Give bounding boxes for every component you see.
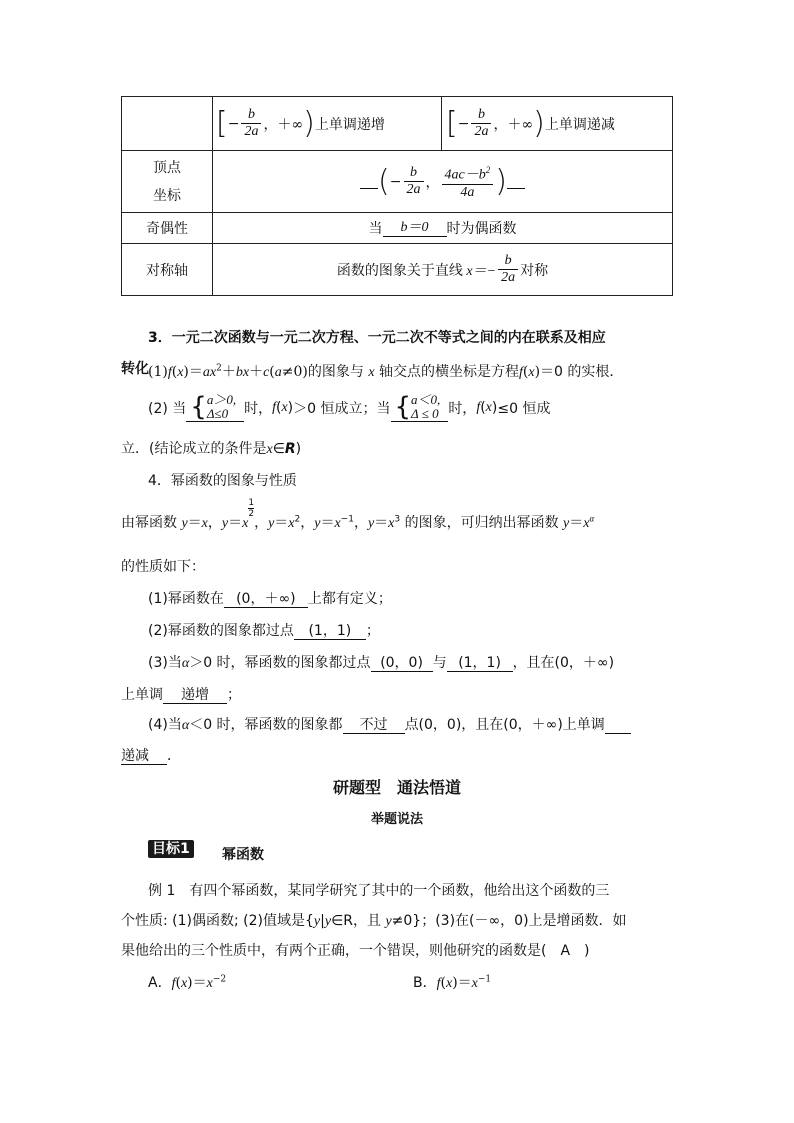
p1-post: 上都有定义；: [307, 591, 392, 607]
option-a[interactable]: A．$f(x)=x^{-2}$: [148, 974, 227, 991]
property-3: (3)当α＞0 时，幂函数的图象都过点 (0，0) 与 (1，1) ，且在(0，＋∞): [148, 655, 615, 671]
p4-answer: 不过: [343, 717, 405, 734]
parity-post: 时为偶函数: [446, 221, 517, 237]
section4-intro: 由幂函数 y＝x，y＝x $\frac{1}{2}$ ，$y=x^2$，$y=x^{-1}$，$y=x^3$ 的图象，可归纳出幂函数 $y=x^\alpha$: [121, 498, 595, 531]
example-line2-pre: 个性质: (1)偶函数; (2)值域是: [121, 913, 305, 929]
axis-post: 对称: [520, 262, 549, 279]
section4-intro-line2: 的性质如下：: [121, 559, 205, 575]
p4-answer2: 递减: [121, 748, 167, 765]
section3-heading-line2: 转化: [121, 361, 149, 377]
axis-label: 对称轴: [146, 262, 188, 279]
p1-pre: (1)幂函数在: [148, 591, 224, 607]
p3-and: 与: [432, 655, 447, 671]
decreasing-label: 上单调递减: [544, 116, 615, 133]
item2-mid: 时，: [244, 400, 273, 417]
p3-answer1: (0，0): [371, 655, 433, 672]
option-a-label: A．: [148, 975, 172, 991]
p3-mid: ＞0 时，幂函数的图象都过点: [189, 655, 371, 671]
item1-tail: 轴交点的横坐标是方程: [378, 364, 519, 380]
parity-label: 奇偶性: [146, 221, 188, 237]
item2-line2: 立．(结论成立的条件是x∈R): [121, 441, 302, 457]
example-line1: 例 1 有四个幂函数，某同学研究了其中的一个函数，他给出这个函数的三: [148, 883, 610, 899]
p3-answer3: 递增: [163, 687, 227, 704]
study-title: 研题型 通法悟道: [332, 778, 461, 797]
item2-le: ≤0 恒成: [497, 400, 551, 417]
item2: (2) 当 { a＞0, Δ≤0 时， f ( x ) ＞0 恒成立；当 { a＜0, Δ ≤ 0 时， f ( x ) ≤0 恒成: [148, 392, 551, 422]
p2-pre: (2)幂函数的图象都过点: [148, 623, 294, 639]
vertex-label: [122, 151, 212, 212]
p2-answer: (1，1): [294, 623, 366, 640]
section4-heading: 4．幂函数的图象与性质: [148, 473, 297, 489]
intro-post: 的图象，可归纳出幂函数: [404, 515, 559, 531]
item2-line2-text: 立．(结论成立的条件是: [121, 441, 267, 457]
item2-pre: (2) 当: [148, 400, 187, 417]
option-b[interactable]: B．$f(x)=x^{-1}$: [413, 974, 492, 991]
p3-answer2: (1，1): [447, 655, 513, 672]
axis-pre: 函数的图象关于直线: [336, 262, 463, 279]
target-title: 幂函数: [222, 847, 264, 863]
item1-mid: 的图象与: [307, 364, 364, 380]
item1: $(1)f(x)=ax^2+bx+c(a\ne 0)$的图象与 x 轴交点的横坐标是方程f(x)＝0 的实根．: [148, 363, 624, 380]
parity-pre: 当: [368, 221, 383, 237]
study-subtitle: 举题说法: [370, 812, 423, 827]
item2-cond2: { a＜0, Δ ≤ 0: [391, 393, 449, 422]
vertex-label-line2: 坐标: [153, 187, 181, 204]
property-4-line2: [121, 745, 181, 765]
p2-post: ；: [365, 623, 380, 639]
example-line2-post: ；(3)在(－∞，0)上是增函数．如: [421, 913, 627, 929]
property-2: [148, 620, 380, 640]
cell-decreasing: [ − $\frac{b}{2a}$ ，＋∞ ) 上单调递减: [446, 105, 615, 141]
increasing-label: 上单调递增: [314, 116, 385, 133]
parity-value: [213, 213, 672, 243]
item2-gt: ＞0 恒成立；当: [293, 400, 391, 417]
example-line2: 个性质: (1)偶函数; (2)值域是{y|y∈R，且 y≠0}；(3)在(－∞，0)上是增函数．如: [121, 913, 627, 929]
property-4: (4)当α＜0 时，幂函数的图象都 不过 点(0，0)，且在(0，＋∞)上单调: [148, 714, 631, 734]
p3-line2: 上单调: [121, 687, 163, 703]
property-3-line2: [121, 684, 241, 704]
item2-end: 时，: [448, 400, 477, 417]
target-tag: [148, 840, 194, 858]
vertex-label-line1: 顶点: [153, 159, 181, 176]
cell-increasing: [ − $\frac{b}{2a}$ ，＋∞ ) 上单调递增: [216, 105, 385, 141]
target-tag-text: 目标1: [152, 841, 190, 857]
p4-pre: (4)当: [148, 717, 182, 733]
section3-heading-line1: 3．一元二次函数与一元二次方程、一元二次不等式之间的内在联系及相应: [148, 330, 606, 346]
p1-answer: (0，＋∞): [224, 591, 308, 608]
axis-value: 函数的图象关于直线 x＝− $\frac{b}{2a}$ 对称: [336, 253, 549, 285]
item1-end: ＝0 的实根．: [540, 364, 624, 380]
p4-mid: ＜0 时，幂函数的图象都: [189, 717, 343, 733]
p4-post: 点(0，0)，且在(0，＋∞)上单调: [404, 717, 605, 733]
vertex-value: ( − $\frac{b}{2a}$ ， $\frac{4ac-b^2}{4a}$ ): [213, 151, 672, 212]
option-b-label: B．: [413, 975, 437, 991]
item2-cond1: { a＞0, Δ≤0: [186, 393, 244, 422]
property-1: [148, 588, 392, 608]
p3-pre: (3)当: [148, 655, 182, 671]
p3-post: ，且在(0，＋∞): [512, 655, 615, 671]
p4-end: ．: [167, 748, 181, 764]
p3-end: ；: [227, 687, 241, 703]
example-line3: 果他给出的三个性质中，有两个正确，一个错误，则他研究的函数是( A ): [121, 943, 590, 959]
parity-answer: b＝0: [383, 220, 447, 237]
intro-pre: 由幂函数: [121, 515, 177, 531]
